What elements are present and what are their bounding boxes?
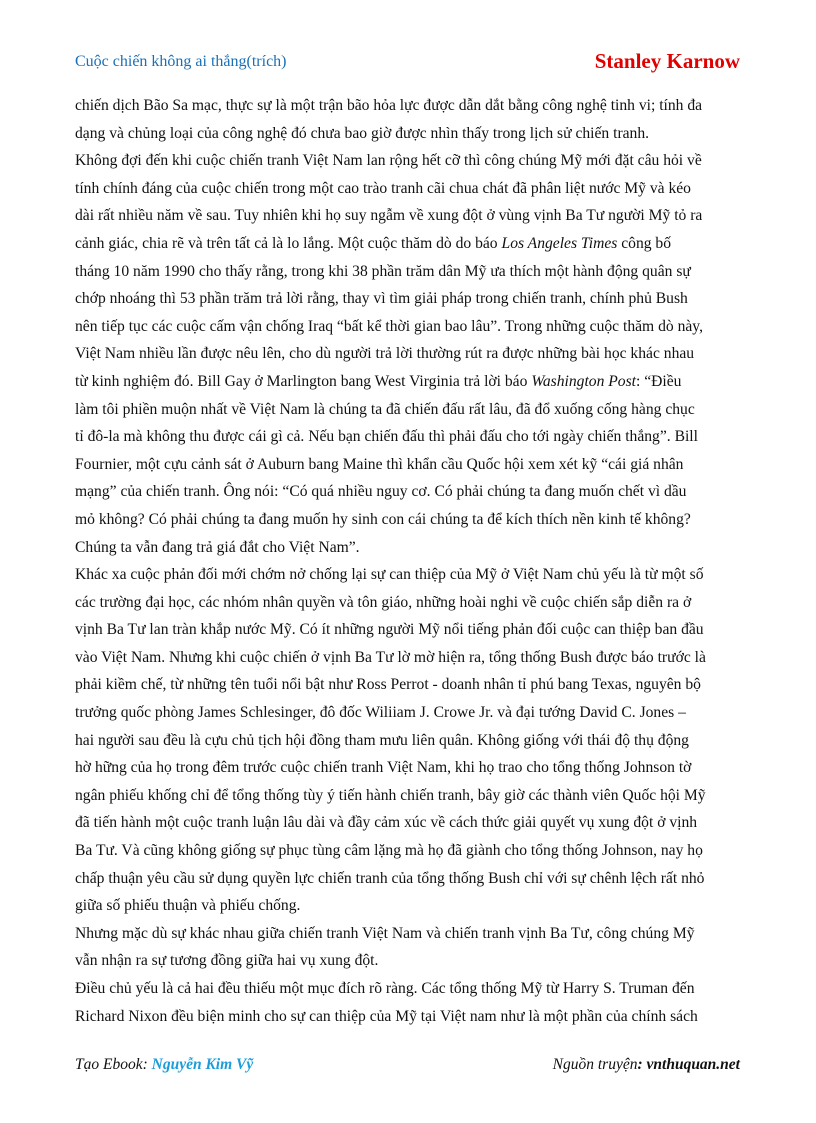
text-line: Fournier, một cựu cảnh sát ở Auburn bang Maine thì khẩn cầu Quốc hội xem xét kỹ “cái giá nhân (75, 455, 684, 473)
text-line: mạng” của chiến tranh. Ông nói: “Có quá nhiều nguy cơ. Có phải chúng ta đang muốn chết vì dầu (75, 483, 687, 501)
text-line: các trường đại học, các nhóm nhân quyền và tôn giáo, những hoài nghi về cuộc chiến sắp diễn ra ở (75, 593, 692, 611)
text-line: đã tiến hành một cuộc tranh luận lâu dài và đầy cảm xúc về cách thức giải quyết vụ xung đột ở vịnh (75, 814, 698, 832)
text-line: chớp nhoáng thì 53 phần trăm trả lời rằng, thay vì tìm giải pháp trong chiến tranh, chính phủ Bush (75, 290, 688, 308)
page-footer (75, 1056, 740, 1080)
text-line: Khác xa cuộc phản đối mới chớm nở chống lại sự can thiệp của Mỹ ở Việt Nam chủ yếu là từ một số (75, 566, 704, 584)
text-line: chiến dịch Bão Sa mạc, thực sự là một trận bão hỏa lực được dẫn dắt bằng công nghệ tinh vi; tính đa (75, 97, 703, 114)
book-title: Cuộc chiến không ai thắng(trích) (75, 53, 287, 70)
text-line: Richard Nixon đều biện minh cho sự can thiệp của Mỹ tại Việt nam như là một phần của chính sách (75, 1007, 698, 1025)
page-header (75, 48, 740, 78)
text-line: Điều chủ yếu là cả hai đều thiếu một mục đích rõ ràng. Các tổng thống Mỹ từ Harry S. Truman đến (75, 980, 695, 997)
text-line: Nhưng mặc dù sự khác nhau giữa chiến tranh Việt Nam và chiến tranh vịnh Ba Tư, công chúng Mỹ (75, 924, 695, 942)
text-line: Không đợi đến khi cuộc chiến tranh Việt Nam lan rộng hết cỡ thì công chúng Mỹ mới đặt câu hỏi về (75, 152, 702, 170)
source-site: vnthuquan.net (646, 1056, 740, 1073)
text-line: dạng và chủng loại của công nghệ đó chưa bao giờ được nhìn thấy trong lịch sử chiến tranh. (75, 124, 650, 142)
text-line (75, 230, 740, 258)
text-line: chấp thuận yêu cầu sử dụng quyền lực chiến tranh của tổng thống Bush chỉ với sự chênh lệch rất nhỏ (75, 869, 705, 887)
source-separator: : (637, 1056, 647, 1073)
author-name: Stanley Karnow (594, 49, 740, 73)
ebook-credit (75, 1056, 253, 1074)
body-text (75, 92, 740, 1030)
text-line: phải kiềm chế, từ những tên tuổi nổi bật như Ross Perrot - doanh nhân tỉ phú bang Texas, nguyên bộ (75, 676, 701, 694)
text-line: ngân phiếu khống chỉ để tổng thống tùy ý tiến hành chiến tranh, bây giờ các thành viên Quốc hội Mỹ (75, 786, 706, 804)
text-line: Ba Tư. Và cũng không giống sự phục tùng câm lặng mà họ đã giành cho tổng thống Johnson, nay họ (75, 842, 703, 860)
text-line: tháng 10 năm 1990 cho thấy rằng, trong khi 38 phần trăm dân Mỹ ưa thích một hành động quân sự (75, 262, 691, 280)
source-label: Nguồn truyện (552, 1056, 638, 1073)
newspaper-name: Washington Post (531, 372, 637, 390)
text-line: tỉ đô-la mà không thu được cái gì cả. Nếu bạn chiến đấu thì phải đấu cho tới ngày chiến thắng”. Bill (75, 428, 698, 446)
text-line: tính chính đáng của cuộc chiến trong một cao trào tranh cãi chua chát đã phân liệt nước Mỹ và kéo (75, 179, 691, 197)
text-segment: công bố (617, 234, 672, 252)
text-segment: cảnh giác, chia rẽ và trên tất cả là lo lắng. Một cuộc thăm dò do báo (75, 234, 498, 252)
text-line: giữa số phiếu thuận và phiếu chống. (75, 897, 301, 915)
text-line: hai người sau đều là cựu chủ tịch hội đồng tham mưu liên quân. Không giống với thái độ thụ động (75, 731, 689, 749)
text-line: nên tiếp tục các cuộc cấm vận chống Iraq “bất kể thời gian bao lâu”. Trong những cuộc thăm dò này, (75, 317, 703, 335)
creator-name: Nguyễn Kim Vỹ (151, 1056, 254, 1073)
text-segment: từ kinh nghiệm đó. Bill Gay ở Marlington bang West Virginia trả lời báo (75, 372, 528, 390)
newspaper-name: Los Angeles Times (501, 234, 618, 252)
text-line: Chúng ta vẫn đang trả giá đắt cho Việt Nam”. (75, 538, 360, 556)
text-line: Việt Nam nhiều lần được nêu lên, cho dù người trả lời thường rút ra được những bài học khác nhau (75, 345, 695, 363)
text-line: vẫn nhận ra sự tương đồng giữa hai vụ xung đột. (75, 952, 379, 970)
credit-separator: : (142, 1056, 152, 1073)
text-line: vịnh Ba Tư lan tràn khắp nước Mỹ. Có ít những người Mỹ nổi tiếng phản đối cuộc can thiệp ban đầu (75, 621, 704, 639)
text-line: vào Việt Nam. Nhưng khi cuộc chiến ở vịnh Ba Tư lờ mờ hiện ra, tổng thống Bush được báo trước là (75, 648, 706, 666)
text-line: dài rất nhiều năm về sau. Tuy nhiên khi họ suy ngẫm về xung đột ở vùng vịnh Ba Tư người Mỹ tỏ ra (75, 207, 703, 225)
source-credit (553, 1056, 740, 1074)
text-line (75, 368, 740, 396)
text-segment: : “Điều (636, 372, 682, 390)
text-line: làm tôi phiền muộn nhất về Việt Nam là chúng ta đã chiến đấu rất lâu, đã đổ xuống cống hàng chục (75, 400, 695, 418)
credit-label: Tạo Ebook (75, 1056, 143, 1073)
text-line: mỏ không? Có phải chúng ta đang muốn hy sinh con cái chúng ta để kích thích nền kinh tế không? (75, 510, 691, 528)
text-line: trưởng quốc phòng James Schlesinger, đô đốc Wiliiam J. Crowe Jr. và đại tướng David C. Jones – (75, 704, 686, 722)
text-line: hờ hững của họ trong đêm trước cuộc chiến tranh Việt Nam, khi họ trao cho tổng thống Johnson tờ (75, 759, 692, 777)
